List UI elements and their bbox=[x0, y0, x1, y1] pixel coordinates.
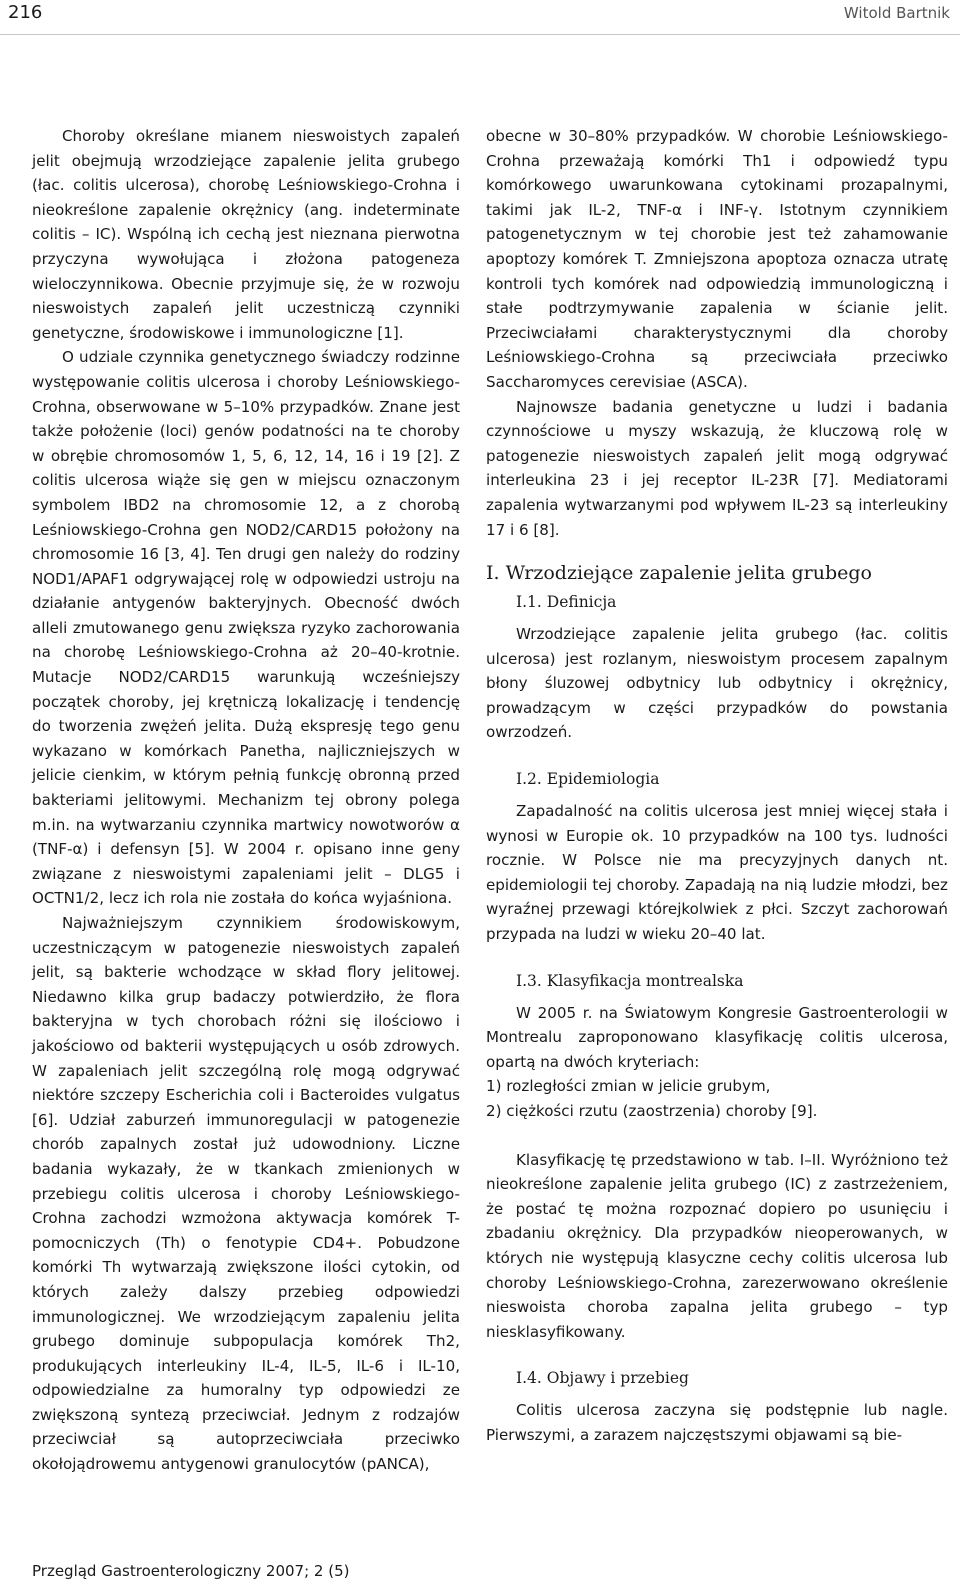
paragraph: Najważniejszym czynnikiem środowiskowym, uczestniczącym w patogenezie nieswoistych zapaleń jelit, są bakterie wchodzące w skład flory jelitowej. Niedawno kilka grup badaczy potwierdziło, że flora bakteryjna w tych chorobach różni się ilościowo i jakościowo od bakterii występujących u osób zdrowych. W zapaleniach jelit szczególną rolę mogą odgrywać niektóre szczepy Escherichia coli i Bacteroides vulgatus [6]. Udział zaburzeń immunoregulacji w patogenezie chorób zapalnych został już udowodniony. Liczne badania wykazały, że w tkankach zmienionych w przebiegu colitis ulcerosa i choroby Leśniowskiego-Crohna zachodzi wzmożona aktywacja komórek T-pomocniczych (Th) o fenotypie CD4+. Pobudzone komórki Th wytwarzają zwiększone ilości cytokin, od których zależy dalszy przebieg odpowiedzi immunologicznej. We wrzodziejącym zapaleniu jelita grubego dominuje subpopulacja komórek Th2, produkujących interleukiny IL-4, IL-5, IL-6 i IL-10, odpowiedzialne za humoralny typ odpowiedzi ze zwiększoną syntezą przeciwciał. Jednym z rodzajów przeciwciał są autoprzeciwciała przeciwko okołojądrowemu antygenowi granulocytów (pANCA), bbox=[32, 914, 460, 1474]
list-item: 2) ciężkości rzutu (zaostrzenia) choroby [9]. bbox=[486, 1102, 818, 1120]
right-column bbox=[486, 124, 948, 1448]
subsection-heading: I.4. Objawy i przebieg bbox=[516, 1369, 689, 1388]
paragraph: Choroby określane mianem nieswoistych zapaleń jelit obejmują wrzodziejące zapalenie jelita grubego (łac. colitis ulcerosa), chorobę Leśniowskiego-Crohna i nieokreślone zapalenie okrężnicy (ang. indeterminate colitis – IC). Wspólną ich cechą jest nieznana pierwotna przyczyna wywołująca i złożona patogeneza wieloczynnikowa. Obecnie przyjmuje się, że w rozwoju nieswoistych zapaleń jelit uczestniczą czynniki genetyczne, środowiskowe i immunologiczne [1]. bbox=[32, 127, 460, 342]
subsection-heading: I.3. Klasyfikacja montrealska bbox=[516, 971, 744, 990]
paragraph: O udziale czynnika genetycznego świadczy rodzinne występowanie colitis ulcerosa i choroby Leśniowskiego-Crohna, obserwowane w 5–10% przypadków. Znane jest także położenie (loci) genów podatności na te choroby w obrębie chromosomów 1, 5, 6, 12, 14, 16 i 19 [2]. Z colitis ulcerosa wiąże się gen w miejscu oznaczonym symbolem IBD2 na chromosomie 12, a z chorobą Leśniowskiego-Crohna gen NOD2/CARD15 położony na chromosomie 16 [3, 4]. Ten drugi gen należy do rodziny NOD1/APAF1 odgrywającej rolę w odpowiedzi ustroju na działanie antygenów bakteryjnych. Obecność dwóch alleli zmutowanego genu zwiększa ryzyko zachorowania na chorobę Leśniowskiego-Crohna aż 20–40-krotnie. Mutacje NOD2/CARD15 warunkują wcześniejszy początek choroby, jej krętniczą lokalizację i tendencję do tworzenia zwężeń jelita. Dużą ekspresję tego genu wykazano w komórkach Panetha, najliczniejszych w jelicie cienkim, w którym pełnią funkcję obronną przed bakteriami jelitowymi. Mechanizm tej obrony polega m.in. na wytwarzaniu czynnika martwicy nowotworów α (TNF-α) i defensyn [5]. W 2004 r. opisano inne geny związane z nieswoistymi zapaleniami jelit – DLG5 i OCTN1/2, lecz ich rola nie została do końca wyjaśniona. bbox=[32, 348, 460, 908]
section-heading: I. Wrzodziejące zapalenie jelita grubego bbox=[486, 562, 872, 585]
journal-footer: Przegląd Gastroenterologiczny 2007; 2 (5) bbox=[32, 1562, 350, 1580]
header-rule bbox=[0, 34, 960, 35]
page-number: 216 bbox=[8, 2, 43, 23]
paragraph: Najnowsze badania genetyczne u ludzi i badania czynnościowe u myszy wskazują, że kluczową rolę w patogenezie nieswoistych zapaleń jelit mogą odgrywać interleukina 23 i jej receptor IL-23R [7]. Mediatorami zapalenia wytwarzanymi pod wpływem IL-23 są interleukiny 17 i 6 [8]. bbox=[486, 397, 948, 539]
running-header-author: Witold Bartnik bbox=[843, 4, 950, 22]
paragraph: Wrzodziejące zapalenie jelita grubego (łac. colitis ulcerosa) jest rozlanym, nieswoistym procesem zapalnym błony śluzowej odbytnicy lub odbytnicy i okrężnicy, prowadzącym w części przypadków do powstania owrzodzeń. bbox=[486, 625, 948, 742]
subsection-heading: I.2. Epidemiologia bbox=[516, 770, 660, 789]
paragraph: Colitis ulcerosa zaczyna się podstępnie lub nagle. Pierwszymi, a zarazem najczęstszymi objawami są bie- bbox=[486, 1401, 948, 1444]
paragraph: Zapadalność na colitis ulcerosa jest mniej więcej stała i wynosi w Europie ok. 10 przypadków na 100 tys. ludności rocznie. W Polsce nie ma precyzyjnych danych nt. epidemiologii tej choroby. Zapadają na nią ludzie młodzi, bez wyraźnej przewagi którejkolwiek z płci. Szczyt zachorowań przypada na ludzi w wieku 20–40 lat. bbox=[486, 802, 948, 944]
spacer bbox=[486, 1124, 948, 1148]
paragraph: W 2005 r. na Światowym Kongresie Gastroenterologii w Montrealu zaproponowano klasyfikację colitis ulcerosa, opartą na dwóch kryteriach: bbox=[486, 1003, 948, 1071]
subsection-heading: I.1. Definicja bbox=[516, 593, 617, 612]
list-item: 1) rozległości zmian w jelicie grubym, bbox=[486, 1077, 771, 1096]
paragraph: obecne w 30–80% przypadków. W chorobie Leśniowskiego-Crohna przeważają komórki Th1 i odpowiedź typu komórkowego uwarunkowana cytokinami prozapalnymi, takimi jak IL-2, TNF-α i INF-γ. Istotnym czynnikiem patogenetycznym w tej chorobie jest też zahamowanie apoptozy komórek T. Zmniejszona apoptoza oznacza utratę kontroli tych komórek nad odpowiedzią immunologiczną i stałe podtrzymywanie zapalenia w ścianie jelit. Przeciwciałami charakterystycznymi dla choroby Leśniowskiego-Crohna są przeciwciała przeciwko Saccharomyces cerevisiae (ASCA). bbox=[486, 127, 948, 391]
paragraph: Klasyfikację tę przedstawiono w tab. I–II. Wyróżniono też nieokreślone zapalenie jelita grubego (IC) z zastrzeżeniem, że postać tę można rozpoznać dopiero po usunięciu i zbadaniu okrężnicy. Dla przypadków nieoperowanych, w których nie występują klasyczne cechy colitis ulcerosa lub choroby Leśniowskiego-Crohna, zarezerwowano określenie nieswoista choroba zapalna jelita grubego – typ niesklasyfikowany. bbox=[486, 1150, 948, 1341]
left-column bbox=[32, 124, 460, 1477]
